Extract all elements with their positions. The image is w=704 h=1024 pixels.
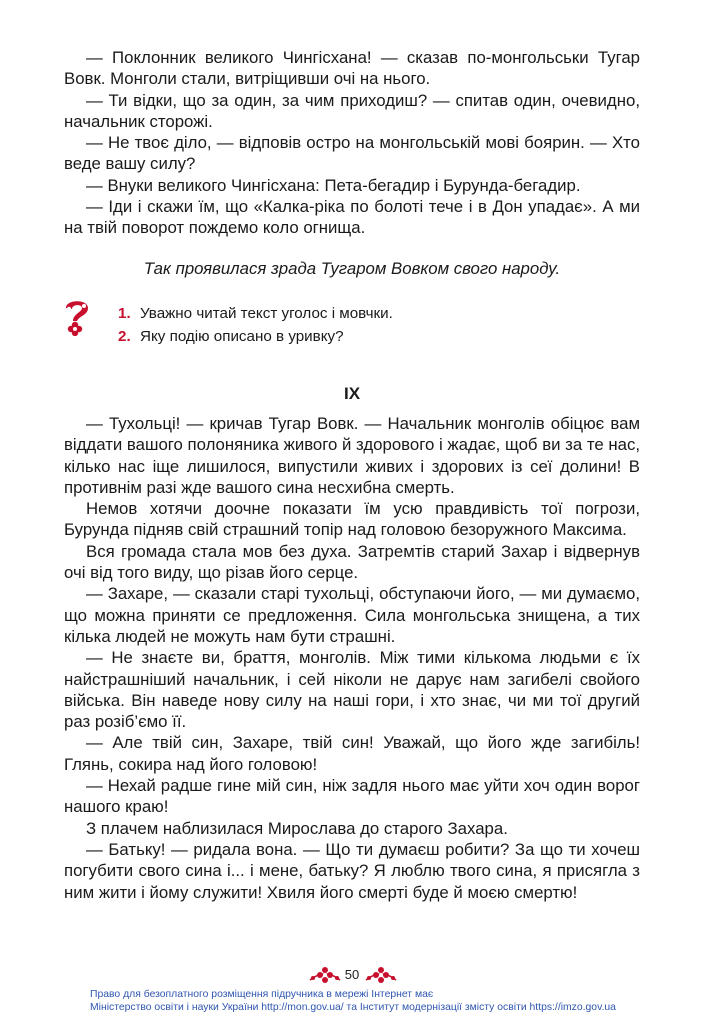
main-text-block bbox=[64, 413, 640, 903]
italic-note: Так проявилася зрада Тугаром Вовком свого народу. bbox=[143, 259, 561, 278]
footer-rights-line: Право для безоплатного розміщення підручника в мережі Інтернет має bbox=[90, 989, 434, 1000]
paragraph: — Іди і скажи їм, що «Калка-ріка по болоті тече і в Дон упадає». А ми на твій поворот пождемо коло огнища. bbox=[64, 197, 640, 238]
paragraph: — Захаре, — сказали старі тухольці, обступаючи його, — ми думаємо, що можна приняти се предложення. Сила монгольська знищена, а тих кілька людей не можуть нам бути страшні. bbox=[64, 584, 640, 646]
paragraph: — Але твій син, Захаре, твій син! Уважай, що його жде загибіль! Глянь, сокира над його головою! bbox=[64, 733, 640, 774]
paragraph: — Не твоє діло, — відповів остро на монгольській мові боярин. — Хто веде вашу силу? bbox=[64, 133, 640, 174]
paragraph: — Тухольці! — кричав Тугар Вовк. — Начальник монголів обіцює вам віддати вашого полоняника живого й здорового і жадає, щоб ви за те нас, кілько нас іще лишилося, випустили живих і здорових із сеї долини! В противнім разі жде вашого сина несхибна смерть. bbox=[64, 414, 640, 497]
footer-links-line: Міністерство освіти і науки України http://mon.gov.ua/ та Інститут модернізації змісту освіти https://imzo.gov.ua bbox=[90, 1002, 616, 1013]
question-text: Уважно читай текст уголос і мовчки. bbox=[140, 305, 393, 322]
question-mark-flower-icon bbox=[60, 296, 94, 336]
paragraph: — Нехай радше гине мій син, ніж задля нього має уйти хоч один ворог нашого краю! bbox=[64, 776, 640, 817]
paragraph: — Ти відки, що за один, за чим приходиш? — спитав один, очевидно, начальник сторожі. bbox=[64, 90, 640, 131]
question-item bbox=[118, 325, 638, 348]
section-title: IX bbox=[343, 384, 361, 403]
question-number: 1. bbox=[118, 305, 131, 322]
question-number: 2. bbox=[118, 328, 131, 345]
paragraph: — Батьку! — ридала вона. — Що ти думаєш робити? За що ти хочеш погубити свого сина і... і мене, батьку? Я люблю твого сина, я присягла з ним жити і йому служити! Хвиля його смерті буде й моєю смертю! bbox=[64, 839, 640, 902]
question-text: Яку подію описано в уривку? bbox=[140, 328, 344, 345]
paragraph: Немов хотячи доочне показати їм усю правдивість тої погрози, Бурунда підняв свій страшний топір над головою безоружного Максима. bbox=[64, 499, 640, 540]
paragraph: — Внуки великого Чингісхана: Пета-бегадир і Бурунда-бегадир. bbox=[86, 175, 581, 195]
paragraph: Вся громада стала мов без духа. Затремтів старий Захар і відвернув очі від того виду, що різав його серце. bbox=[64, 541, 640, 583]
page-number: 50 bbox=[344, 967, 360, 982]
floral-ornament-icon bbox=[364, 964, 398, 986]
paragraph: — Не знаєте ви, браття, монголів. Між тими кількома людьми є їх найстрашніший начальник, і сей ніколи не дарує нам загибелі свойого війська. Він наведе нову силу на наші гори, і хто знає, чи ми тої другий раз розіб’ємо її. bbox=[64, 648, 640, 732]
question-item bbox=[118, 302, 638, 325]
paragraph: — Поклонник великого Чингісхана! — сказав по-монгольськи Тугар Вовк. Монголи стали, витріщивши очі на нього. bbox=[64, 48, 640, 89]
paragraph: З плачем наблизилася Мирослава до старого Захара. bbox=[86, 818, 508, 838]
questions-list bbox=[118, 302, 638, 348]
top-text-block bbox=[64, 47, 640, 239]
